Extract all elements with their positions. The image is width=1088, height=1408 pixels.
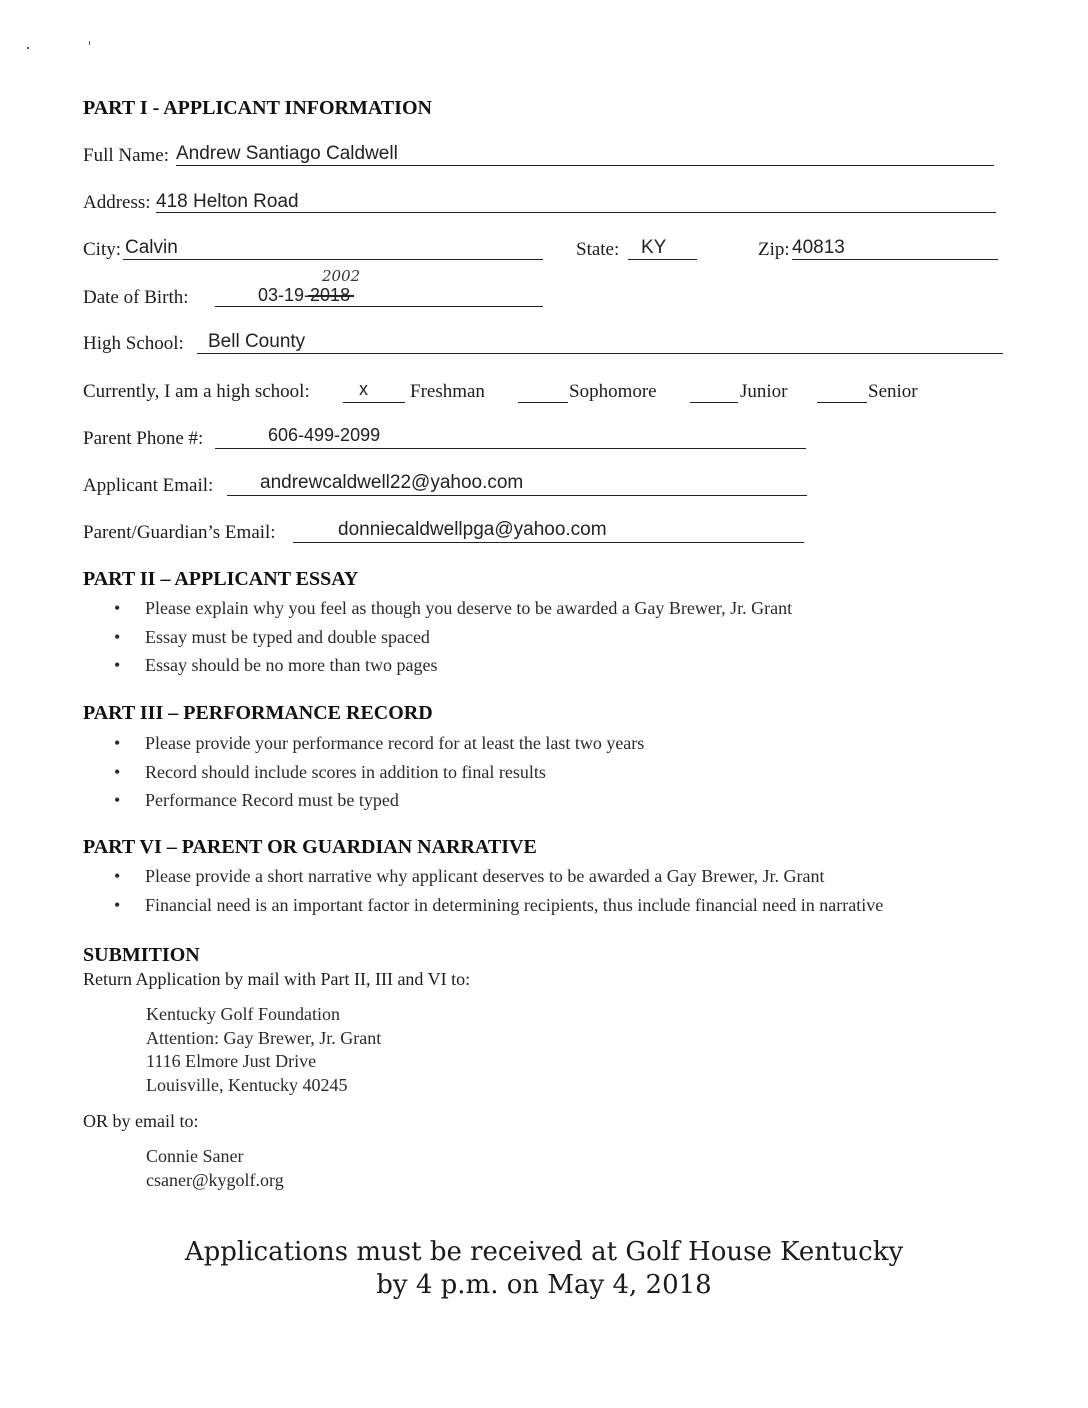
- grade-freshman-blank: [343, 402, 405, 403]
- zip-label: Zip:: [758, 239, 790, 260]
- parent-phone-underline: [215, 448, 806, 449]
- parent-email-field[interactable]: donniecaldwellpga@yahoo.com: [338, 519, 607, 540]
- part3-bullet-list: [112, 729, 644, 815]
- list-item: • Financial need is an important factor in determining recipients, thus include financial need in narrative: [112, 891, 883, 920]
- applicant-email-label: Applicant Email:: [83, 475, 214, 496]
- state-field[interactable]: KY: [641, 237, 667, 258]
- list-item: • Essay must be typed and double spaced: [112, 623, 792, 652]
- high-school-field[interactable]: Bell County: [208, 331, 306, 352]
- submission-intro: Return Application by mail with Part II, III and VI to:: [83, 969, 471, 989]
- bullet-icon: •: [114, 761, 121, 782]
- parent-phone-label: Parent Phone #:: [83, 428, 204, 449]
- state-underline: [628, 259, 697, 260]
- part6-heading: PART VI – PARENT OR GUARDIAN NARRATIVE: [83, 836, 537, 858]
- grade-senior-blank[interactable]: [817, 402, 867, 403]
- full-name-underline: [176, 165, 994, 166]
- or-email-text: OR by email to:: [83, 1111, 199, 1131]
- grade-label: Currently, I am a high school:: [83, 381, 310, 402]
- scan-speck: [27, 47, 29, 49]
- grade-option-sophomore: Sophomore: [569, 381, 657, 402]
- scan-speck: [89, 41, 90, 45]
- submission-heading: SUBMITION: [83, 944, 200, 966]
- dob-underline: [215, 306, 543, 307]
- grade-option-senior: Senior: [868, 381, 918, 402]
- list-item: • Essay should be no more than two pages: [112, 651, 792, 680]
- bullet-icon: •: [114, 598, 121, 618]
- parent-phone-field[interactable]: 606-499-2099: [268, 425, 381, 445]
- bullet-icon: •: [114, 894, 121, 915]
- deadline-line-1: Applications must be received at Golf House Kentucky: [184, 1237, 904, 1267]
- list-item: • Record should include scores in addition to final results: [112, 758, 644, 787]
- grade-junior-blank[interactable]: [690, 402, 738, 403]
- grade-freshman-check[interactable]: x: [359, 379, 368, 399]
- grade-sophomore-blank[interactable]: [518, 402, 568, 403]
- contact-email[interactable]: csaner@kygolf.org: [146, 1169, 284, 1190]
- address-underline: [156, 212, 996, 213]
- mailing-address: [146, 1003, 381, 1097]
- address-line: 1116 Elmore Just Drive: [146, 1051, 317, 1071]
- parent-email-underline: [293, 542, 804, 543]
- list-item: • Please provide your performance record for at least the last two years: [112, 729, 644, 758]
- address-line: Louisville, Kentucky 40245: [146, 1074, 348, 1095]
- address-line: Kentucky Golf Foundation: [146, 1004, 340, 1024]
- list-item: • Please explain why you feel as though you deserve to be awarded a Gay Brewer, Jr. Grant: [112, 594, 792, 623]
- bullet-icon: •: [114, 733, 121, 753]
- part3-heading: PART III – PERFORMANCE RECORD: [83, 702, 433, 724]
- dob-struck-year: 2018: [310, 285, 351, 305]
- state-label: State:: [576, 239, 620, 260]
- email-contact: [146, 1145, 284, 1192]
- city-underline: [123, 259, 543, 260]
- full-name-field[interactable]: Andrew Santiago Caldwell: [176, 143, 398, 164]
- dob-value-prefix: 03-19-: [258, 285, 311, 305]
- list-item: • Please provide a short narrative why applicant deserves to be awarded a Gay Brewer, Jr. Grant: [112, 862, 883, 891]
- zip-field[interactable]: 40813: [792, 237, 845, 258]
- bullet-icon: •: [114, 866, 121, 886]
- high-school-label: High School:: [83, 333, 184, 354]
- bullet-icon: •: [114, 655, 121, 675]
- part6-bullet-list: [112, 862, 883, 919]
- address-line: Attention: Gay Brewer, Jr. Grant: [146, 1027, 382, 1048]
- part2-bullet-list: [112, 594, 792, 680]
- part1-heading: PART I - APPLICANT INFORMATION: [83, 97, 432, 119]
- dob-label: Date of Birth:: [83, 287, 189, 308]
- bullet-icon: •: [114, 790, 121, 810]
- address-label: Address:: [83, 192, 151, 213]
- deadline-line-2: by 4 p.m. on May 4, 2018: [376, 1270, 712, 1300]
- applicant-email-field[interactable]: andrewcaldwell22@yahoo.com: [260, 472, 524, 493]
- address-field[interactable]: 418 Helton Road: [156, 191, 299, 212]
- contact-name: Connie Saner: [146, 1146, 244, 1166]
- zip-underline: [792, 259, 998, 260]
- full-name-label: Full Name:: [83, 145, 170, 166]
- city-label: City:: [83, 239, 122, 260]
- bullet-icon: •: [114, 626, 121, 647]
- parent-email-label: Parent/Guardian’s Email:: [83, 522, 276, 543]
- applicant-email-underline: [227, 495, 807, 496]
- part2-heading: PART II – APPLICANT ESSAY: [83, 568, 359, 590]
- grade-option-junior: Junior: [740, 381, 788, 402]
- list-item: • Performance Record must be typed: [112, 786, 644, 815]
- city-field[interactable]: Calvin: [125, 237, 178, 258]
- grade-option-freshman: Freshman: [410, 381, 485, 402]
- dob-field[interactable]: [258, 285, 350, 306]
- high-school-underline: [197, 353, 1003, 354]
- dob-handwritten-year: 2002: [322, 267, 361, 285]
